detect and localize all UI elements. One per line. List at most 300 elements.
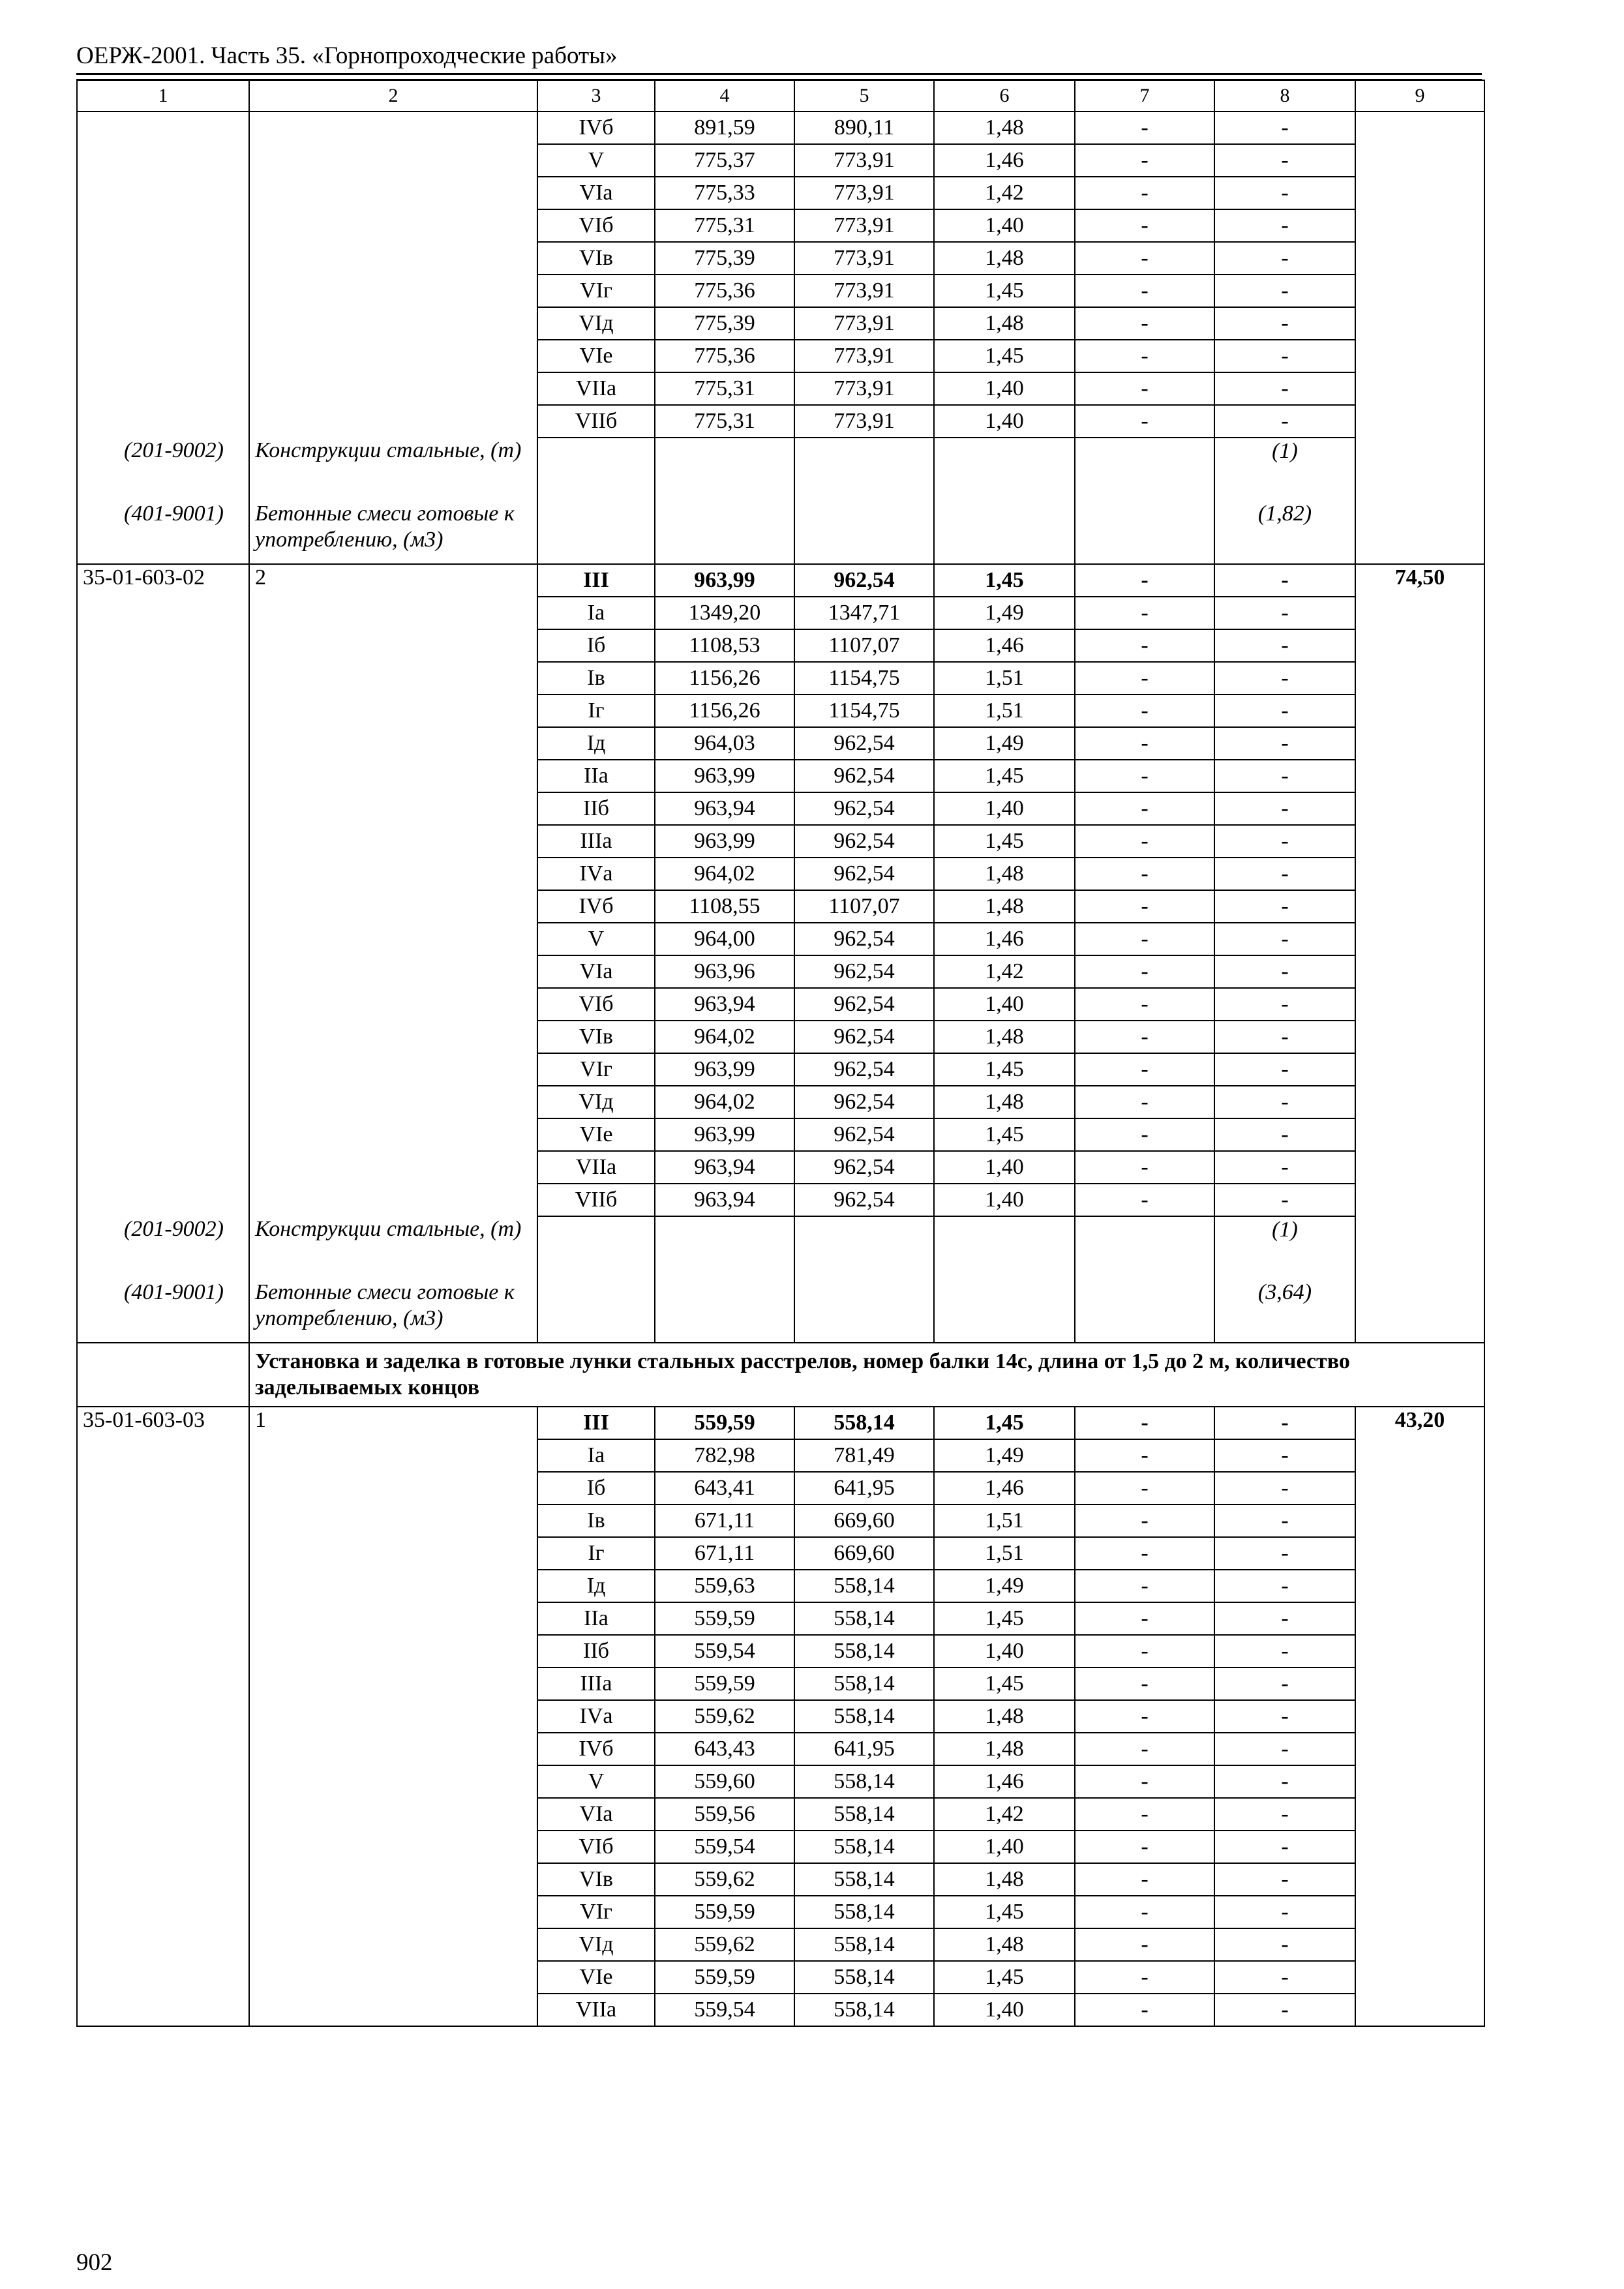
empty-cell <box>77 1439 249 1472</box>
empty-cell <box>1075 438 1214 501</box>
table-row <box>77 1961 1484 1994</box>
table-row <box>77 1279 1484 1343</box>
price-zone: VIб <box>537 1831 655 1863</box>
labor-cost: 558,14 <box>794 1961 934 1994</box>
table-row <box>77 177 1484 209</box>
labor-cost: 773,91 <box>794 144 934 177</box>
total-cost: 559,62 <box>655 1863 794 1896</box>
column-number-3: 3 <box>537 80 655 112</box>
empty-cell <box>1355 1896 1484 1928</box>
material-cost: - <box>1214 177 1355 209</box>
table-row <box>77 112 1484 144</box>
operator-wage: - <box>1075 955 1214 988</box>
table-row <box>77 275 1484 307</box>
total-cost: 963,99 <box>655 1118 794 1151</box>
price-zone: VIа <box>537 1798 655 1831</box>
price-zone: Iд <box>537 1570 655 1602</box>
price-zone: V <box>537 1765 655 1798</box>
material-cost: - <box>1214 1700 1355 1733</box>
operator-wage: - <box>1075 1021 1214 1053</box>
total-cost: 559,59 <box>655 1407 794 1439</box>
empty-cell <box>1355 662 1484 695</box>
empty-cell <box>77 597 249 629</box>
total-cost: 671,11 <box>655 1504 794 1537</box>
total-cost: 775,31 <box>655 209 794 242</box>
table-row <box>77 1635 1484 1668</box>
material-cost: - <box>1214 955 1355 988</box>
rates-table-body <box>77 80 1484 2026</box>
empty-cell <box>1355 923 1484 955</box>
table-row <box>77 727 1484 760</box>
operator-wage: - <box>1075 564 1214 597</box>
empty-cell <box>249 1021 537 1053</box>
table-row <box>77 1668 1484 1700</box>
column-number-8: 8 <box>1214 80 1355 112</box>
empty-cell <box>249 1733 537 1765</box>
column-number-2: 2 <box>249 80 537 112</box>
empty-cell <box>1355 1765 1484 1798</box>
labor-cost: 558,14 <box>794 1928 934 1961</box>
empty-cell <box>1355 177 1484 209</box>
labor-cost: 558,14 <box>794 1994 934 2026</box>
column-number-7: 7 <box>1075 80 1214 112</box>
empty-cell <box>655 501 794 564</box>
empty-cell <box>249 307 537 340</box>
total-cost: 559,62 <box>655 1700 794 1733</box>
empty-cell <box>77 1961 249 1994</box>
price-zone: VIв <box>537 1863 655 1896</box>
labor-cost: 962,54 <box>794 1151 934 1184</box>
material-cost: - <box>1214 1863 1355 1896</box>
empty-cell <box>1355 1635 1484 1668</box>
table-row <box>77 405 1484 438</box>
empty-cell <box>537 501 655 564</box>
total-cost: 559,54 <box>655 1635 794 1668</box>
operator-wage: - <box>1075 858 1214 890</box>
resource-value: (3,64) <box>1214 1279 1355 1343</box>
empty-cell <box>249 1831 537 1863</box>
price-zone: VIе <box>537 340 655 372</box>
labor-cost: 773,91 <box>794 307 934 340</box>
empty-cell <box>77 695 249 727</box>
table-row <box>77 1602 1484 1635</box>
total-cost: 1156,26 <box>655 695 794 727</box>
table-row <box>77 307 1484 340</box>
empty-cell <box>1355 597 1484 629</box>
labor-cost: 962,54 <box>794 564 934 597</box>
machine-cost: 1,46 <box>934 629 1075 662</box>
empty-cell <box>249 275 537 307</box>
page-number: 902 <box>76 2249 113 2276</box>
empty-cell <box>77 1765 249 1798</box>
empty-cell <box>77 1184 249 1216</box>
empty-cell <box>1355 792 1484 825</box>
total-cost: 559,62 <box>655 1928 794 1961</box>
empty-cell <box>77 307 249 340</box>
resource-value: (1,82) <box>1214 501 1355 564</box>
total-cost: 775,33 <box>655 177 794 209</box>
machine-cost: 1,46 <box>934 1765 1075 1798</box>
operator-wage: - <box>1075 923 1214 955</box>
labor-cost: 773,91 <box>794 405 934 438</box>
machine-cost: 1,51 <box>934 1537 1075 1570</box>
empty-cell <box>1355 242 1484 275</box>
operator-wage: - <box>1075 597 1214 629</box>
table-row <box>77 1407 1484 1439</box>
empty-cell <box>1355 1021 1484 1053</box>
column-number-5: 5 <box>794 80 934 112</box>
operator-wage: - <box>1075 112 1214 144</box>
empty-cell <box>249 988 537 1021</box>
labor-cost: 1347,71 <box>794 597 934 629</box>
operator-wage: - <box>1075 792 1214 825</box>
price-zone: IIб <box>537 1635 655 1668</box>
total-cost: 964,03 <box>655 727 794 760</box>
total-cost: 671,11 <box>655 1537 794 1570</box>
material-cost: - <box>1214 405 1355 438</box>
price-zone: III <box>537 1407 655 1439</box>
empty-cell <box>1075 1279 1214 1343</box>
operator-wage: - <box>1075 629 1214 662</box>
total-cost: 775,39 <box>655 307 794 340</box>
rate-parameter: 1 <box>249 1407 537 1439</box>
total-cost: 963,94 <box>655 1184 794 1216</box>
empty-cell <box>1075 501 1214 564</box>
labor-cost: 773,91 <box>794 372 934 405</box>
empty-cell <box>77 1863 249 1896</box>
operator-wage: - <box>1075 1733 1214 1765</box>
price-zone: IIа <box>537 760 655 792</box>
material-cost: - <box>1214 1570 1355 1602</box>
total-cost: 963,94 <box>655 1151 794 1184</box>
total-cost: 1108,55 <box>655 890 794 923</box>
machine-cost: 1,42 <box>934 955 1075 988</box>
resource-value: (1) <box>1214 438 1355 501</box>
empty-cell <box>77 1602 249 1635</box>
labor-cost: 558,14 <box>794 1602 934 1635</box>
machine-cost: 1,45 <box>934 1896 1075 1928</box>
machine-cost: 1,48 <box>934 1733 1075 1765</box>
price-zone: Iб <box>537 629 655 662</box>
empty-cell <box>1355 955 1484 988</box>
price-zone: IVа <box>537 1700 655 1733</box>
empty-cell <box>77 1151 249 1184</box>
material-cost: - <box>1214 1928 1355 1961</box>
empty-cell <box>77 1700 249 1733</box>
labor-cost: 1154,75 <box>794 662 934 695</box>
labor-cost: 558,14 <box>794 1831 934 1863</box>
labor-cost: 558,14 <box>794 1863 934 1896</box>
table-row <box>77 1184 1484 1216</box>
empty-cell <box>249 1151 537 1184</box>
machine-cost: 1,42 <box>934 177 1075 209</box>
price-zone: Iб <box>537 1472 655 1504</box>
empty-cell <box>1355 1537 1484 1570</box>
rate-code: 35-01-603-03 <box>77 1407 249 1439</box>
empty-cell <box>1355 1668 1484 1700</box>
price-zone: Iв <box>537 1504 655 1537</box>
empty-cell <box>249 1896 537 1928</box>
machine-cost: 1,45 <box>934 340 1075 372</box>
labor-cost: 1107,07 <box>794 890 934 923</box>
empty-cell <box>934 1279 1075 1343</box>
labor-cost: 962,54 <box>794 1021 934 1053</box>
total-cost: 559,54 <box>655 1994 794 2026</box>
labor-cost: 641,95 <box>794 1733 934 1765</box>
rate-parameter: 2 <box>249 564 537 597</box>
total-cost: 559,60 <box>655 1765 794 1798</box>
empty-cell <box>77 825 249 858</box>
total-cost: 775,31 <box>655 372 794 405</box>
empty-cell <box>249 1570 537 1602</box>
material-cost: - <box>1214 597 1355 629</box>
labor-cost: 1107,07 <box>794 629 934 662</box>
empty-cell <box>249 923 537 955</box>
empty-cell <box>1355 1961 1484 1994</box>
machine-cost: 1,45 <box>934 1668 1075 1700</box>
page-header-title: ОЕРЖ-2001. Часть 35. «Горнопроходческие работы» <box>76 42 618 69</box>
machine-cost: 1,40 <box>934 1635 1075 1668</box>
labor-cost: 1154,75 <box>794 695 934 727</box>
material-cost: - <box>1214 307 1355 340</box>
table-row <box>77 1896 1484 1928</box>
total-cost: 782,98 <box>655 1439 794 1472</box>
price-zone: IVа <box>537 858 655 890</box>
price-zone: Iг <box>537 695 655 727</box>
empty-cell <box>77 662 249 695</box>
table-row <box>77 340 1484 372</box>
labor-cost: 773,91 <box>794 177 934 209</box>
price-zone: IVб <box>537 112 655 144</box>
price-zone: VIа <box>537 955 655 988</box>
machine-cost: 1,48 <box>934 1928 1075 1961</box>
empty-cell <box>1355 1798 1484 1831</box>
machine-cost: 1,45 <box>934 1118 1075 1151</box>
empty-cell <box>249 1700 537 1733</box>
table-row <box>77 1504 1484 1537</box>
material-cost: - <box>1214 144 1355 177</box>
labor-cost: 558,14 <box>794 1798 934 1831</box>
price-zone: Iг <box>537 1537 655 1570</box>
price-zone: VIг <box>537 1053 655 1086</box>
empty-cell <box>249 1118 537 1151</box>
total-cost: 775,39 <box>655 242 794 275</box>
labor-cost: 962,54 <box>794 760 934 792</box>
empty-cell <box>77 988 249 1021</box>
empty-cell <box>77 1021 249 1053</box>
empty-cell <box>1355 1279 1484 1343</box>
labor-cost: 962,54 <box>794 727 934 760</box>
price-zone: VIIб <box>537 405 655 438</box>
empty-cell <box>1355 890 1484 923</box>
labor-cost: 641,95 <box>794 1472 934 1504</box>
operator-wage: - <box>1075 1407 1214 1439</box>
table-row <box>77 1216 1484 1279</box>
operator-wage: - <box>1075 760 1214 792</box>
machine-cost: 1,40 <box>934 372 1075 405</box>
table-row <box>77 372 1484 405</box>
empty-cell <box>249 1053 537 1086</box>
machine-cost: 1,46 <box>934 144 1075 177</box>
empty-cell <box>77 955 249 988</box>
labor-cost: 773,91 <box>794 242 934 275</box>
material-cost: - <box>1214 1668 1355 1700</box>
labor-cost: 669,60 <box>794 1537 934 1570</box>
operator-wage: - <box>1075 209 1214 242</box>
total-cost: 1108,53 <box>655 629 794 662</box>
total-cost: 964,00 <box>655 923 794 955</box>
material-cost: - <box>1214 1086 1355 1118</box>
table-row <box>77 629 1484 662</box>
machine-cost: 1,46 <box>934 923 1075 955</box>
empty-cell <box>77 1668 249 1700</box>
price-zone: IIб <box>537 792 655 825</box>
machine-cost: 1,49 <box>934 597 1075 629</box>
material-cost: - <box>1214 1765 1355 1798</box>
labor-cost: 962,54 <box>794 1053 934 1086</box>
labor-cost: 558,14 <box>794 1668 934 1700</box>
price-zone: VIе <box>537 1118 655 1151</box>
total-cost: 963,94 <box>655 988 794 1021</box>
empty-cell <box>249 695 537 727</box>
labor-hours-total: 74,50 <box>1355 564 1484 597</box>
empty-cell <box>794 438 934 501</box>
machine-cost: 1,48 <box>934 1021 1075 1053</box>
total-cost: 963,96 <box>655 955 794 988</box>
empty-cell <box>1355 1928 1484 1961</box>
operator-wage: - <box>1075 1994 1214 2026</box>
empty-cell <box>249 1765 537 1798</box>
price-zone: III <box>537 564 655 597</box>
column-number-9: 9 <box>1355 80 1484 112</box>
empty-cell <box>77 1504 249 1537</box>
empty-cell <box>1355 1863 1484 1896</box>
labor-cost: 773,91 <box>794 209 934 242</box>
total-cost: 559,59 <box>655 1896 794 1928</box>
empty-cell <box>249 792 537 825</box>
empty-cell <box>1355 825 1484 858</box>
operator-wage: - <box>1075 275 1214 307</box>
resource-name: Бетонные смеси готовые к употреблению, (м3) <box>249 501 537 564</box>
table-row <box>77 438 1484 501</box>
labor-cost: 962,54 <box>794 1184 934 1216</box>
resource-value: (1) <box>1214 1216 1355 1279</box>
material-cost: - <box>1214 695 1355 727</box>
empty-cell <box>77 209 249 242</box>
total-cost: 559,63 <box>655 1570 794 1602</box>
table-row <box>77 955 1484 988</box>
machine-cost: 1,42 <box>934 1798 1075 1831</box>
empty-cell <box>1355 1439 1484 1472</box>
table-row <box>77 1570 1484 1602</box>
empty-cell <box>77 1635 249 1668</box>
price-zone: V <box>537 923 655 955</box>
empty-cell <box>249 1184 537 1216</box>
price-zone: IIIа <box>537 825 655 858</box>
labor-cost: 558,14 <box>794 1570 934 1602</box>
empty-cell <box>794 501 934 564</box>
resource-code: (201-9002) <box>77 1216 249 1279</box>
operator-wage: - <box>1075 1537 1214 1570</box>
column-number-6: 6 <box>934 80 1075 112</box>
empty-cell <box>249 760 537 792</box>
empty-cell <box>77 144 249 177</box>
price-zone: VIг <box>537 1896 655 1928</box>
empty-cell <box>77 1994 249 2026</box>
empty-cell <box>1355 1504 1484 1537</box>
table-row <box>77 1831 1484 1863</box>
operator-wage: - <box>1075 1118 1214 1151</box>
operator-wage: - <box>1075 242 1214 275</box>
table-row <box>77 1086 1484 1118</box>
material-cost: - <box>1214 825 1355 858</box>
empty-cell <box>249 629 537 662</box>
price-zone: Iв <box>537 662 655 695</box>
empty-cell <box>655 438 794 501</box>
empty-cell <box>77 340 249 372</box>
material-cost: - <box>1214 629 1355 662</box>
column-number-1: 1 <box>77 80 249 112</box>
total-cost: 775,31 <box>655 405 794 438</box>
machine-cost: 1,49 <box>934 1570 1075 1602</box>
empty-cell <box>1075 1216 1214 1279</box>
empty-cell <box>1355 1700 1484 1733</box>
labor-cost: 558,14 <box>794 1896 934 1928</box>
empty-cell <box>249 340 537 372</box>
operator-wage: - <box>1075 1961 1214 1994</box>
total-cost: 559,56 <box>655 1798 794 1831</box>
operator-wage: - <box>1075 307 1214 340</box>
total-cost: 963,94 <box>655 792 794 825</box>
operator-wage: - <box>1075 1668 1214 1700</box>
empty-cell <box>249 1635 537 1668</box>
empty-cell <box>1355 1118 1484 1151</box>
empty-cell <box>77 1086 249 1118</box>
machine-cost: 1,46 <box>934 1472 1075 1504</box>
labor-cost: 962,54 <box>794 988 934 1021</box>
labor-cost: 890,11 <box>794 112 934 144</box>
empty-cell <box>249 405 537 438</box>
price-zone: IIа <box>537 1602 655 1635</box>
total-cost: 891,59 <box>655 112 794 144</box>
price-zone: VIIа <box>537 1151 655 1184</box>
total-cost: 963,99 <box>655 564 794 597</box>
material-cost: - <box>1214 1733 1355 1765</box>
empty-cell <box>77 1928 249 1961</box>
machine-cost: 1,40 <box>934 792 1075 825</box>
machine-cost: 1,51 <box>934 662 1075 695</box>
material-cost: - <box>1214 372 1355 405</box>
empty-cell <box>77 1118 249 1151</box>
labor-cost: 962,54 <box>794 858 934 890</box>
empty-cell <box>77 405 249 438</box>
empty-cell <box>77 1053 249 1086</box>
empty-cell <box>249 1086 537 1118</box>
empty-cell <box>77 1570 249 1602</box>
material-cost: - <box>1214 1994 1355 2026</box>
empty-cell <box>1355 1472 1484 1504</box>
empty-cell <box>1355 1602 1484 1635</box>
empty-cell <box>1355 372 1484 405</box>
empty-cell <box>1355 1086 1484 1118</box>
material-cost: - <box>1214 1053 1355 1086</box>
material-cost: - <box>1214 1151 1355 1184</box>
price-zone: Iа <box>537 597 655 629</box>
machine-cost: 1,45 <box>934 1407 1075 1439</box>
empty-cell <box>934 438 1075 501</box>
operator-wage: - <box>1075 144 1214 177</box>
empty-cell <box>77 275 249 307</box>
